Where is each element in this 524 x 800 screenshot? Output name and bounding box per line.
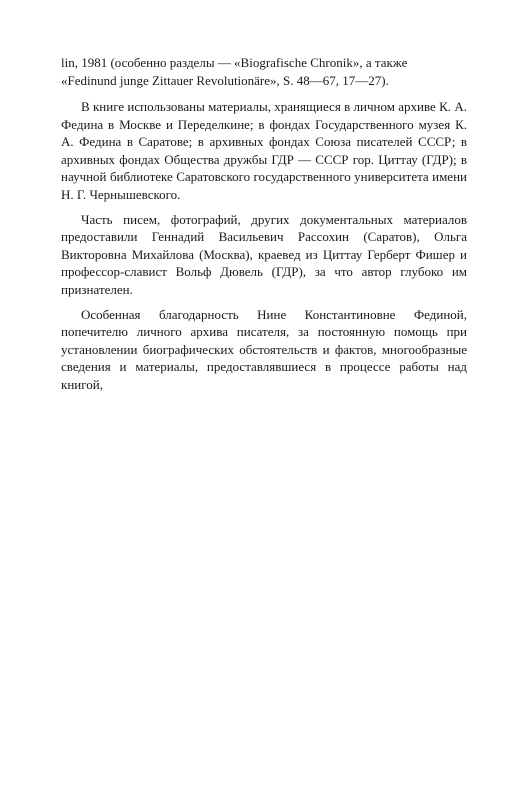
- paragraph-acknowledgment: Особенная благодарность Нине Константиновне Фединой, попечителю личного архива писателя, за постоянную помощь при установлении биографических обстоятельств и фактов, многообразные сведения и материалы, предоставлявшиеся в процессе работы над книгой,: [61, 306, 467, 392]
- reference-line-1: lin, 1981 (особенно разделы — «Biografische Chronik», а также: [61, 55, 408, 70]
- main-text: [61, 98, 467, 394]
- paragraph-archives: В книге использованы материалы, хранящиеся в личном архиве К. А. Федина в Москве и Переделкине; в фондах Государственного музея К. А. Федина в Саратове; в архивных фондах Союза писателей СССР; в архивных фондах Общества дружбы ГДР — СССР гор. Циттау (ГДР); в научной библиотеке Саратовского государственного университета имени Н. Г. Чернышевского.: [61, 99, 467, 202]
- paragraph-materials: Часть писем, фотографий, других документальных материалов предоставили Геннадий Васильевич Рассохин (Саратов), Ольга Викторовна Михайлова (Москва), краевед из Циттау Герберт Фишер и профессор-славист Вольф Дювель (ГДР), за что автор глубоко им признателен.: [61, 211, 467, 297]
- reference-continuation: [61, 54, 467, 89]
- reference-line-2: «Fedinund junge Zittauer Revolutionäre», S. 48—67, 17—27).: [61, 72, 389, 88]
